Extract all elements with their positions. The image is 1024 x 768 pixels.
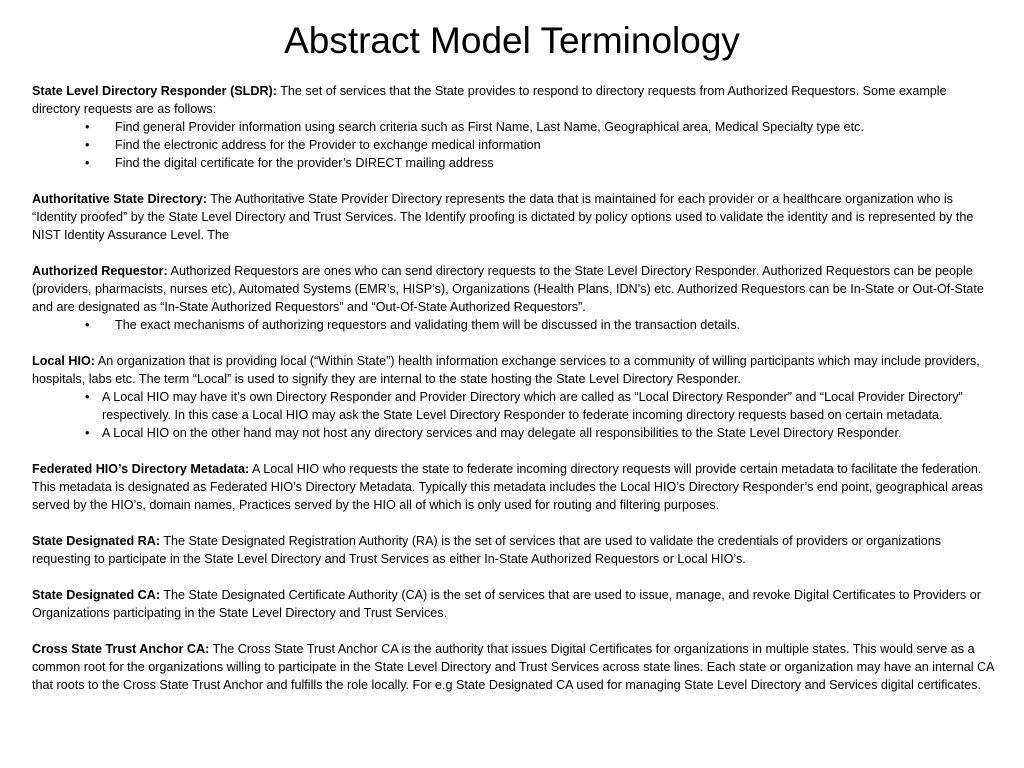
definition-term: State Designated RA: [32, 534, 161, 548]
definition-paragraph [32, 352, 998, 388]
definition-state-designated-ra [32, 532, 998, 568]
definition-term: Authoritative State Directory: [32, 192, 207, 206]
list-item-text: Find general Provider information using search criteria such as First Name, Last Name, Geographical area, Medical Specialty type etc. [115, 120, 864, 134]
bullet-icon: • [85, 318, 90, 332]
definition-paragraph [32, 586, 998, 622]
definition-text: An organization that is providing local (“Within State”) health information exchange services to a community of willing participants which may include providers, hospitals, labs etc. The term “Local” is used to signify they are internal to the state hosting the State Level Directory Responder. [32, 354, 980, 386]
definition-text: The State Designated Registration Authority (RA) is the set of services that are used to validate the credentials of providers or organizations requesting to participate in the State Level Directory and Trust Services as either In-State Authorized Requestors or Local HIO’s. [32, 534, 942, 566]
bullet-icon: • [85, 138, 90, 152]
slide-body [32, 82, 998, 712]
definition-federated-hio-metadata [32, 460, 998, 514]
definition-text: The State Designated Certificate Authority (CA) is the set of services that are used to issue, manage, and revoke Digital Certificates to Providers or Organizations participating in the State Level Directory and Trust Services. [32, 588, 981, 620]
definition-paragraph [32, 460, 998, 514]
definition-term: Authorized Requestor: [32, 264, 168, 278]
definition-text: The set of services that the State provides to respond to directory requests from Authorized Requestors. Some example directory requests are as follows: [32, 84, 947, 116]
definition-authoritative-state-directory [32, 190, 998, 244]
definition-sldr [32, 82, 998, 172]
list-item-text: Find the electronic address for the Provider to exchange medical information [115, 138, 541, 152]
definition-term: State Designated CA: [32, 588, 161, 602]
definition-paragraph [32, 640, 998, 694]
definition-text: A Local HIO who requests the state to federate incoming directory requests will provide certain metadata to facilitate the federation. This metadata is designated as Federated HIO’s Directory Metadata. Typically this metadata includes the Local HIO’s Directory Responder’s end point, geographical areas served by the HIO’s, domain names, Practices served by the HIO all of which is only used for routing and filtering purposes. [32, 462, 983, 512]
bullet-icon: • [85, 156, 90, 170]
list-item [32, 388, 998, 424]
definition-text: Authorized Requestors are ones who can send directory requests to the State Level Directory Responder. Authorized Requestors can be people (providers, pharmacists, nurses etc), Automated Systems (EMR’s, HISP’s), Organizations (Health Plans, IDN’s) etc. Authorized Requestors can be In-State or Out-Of-State and are designated as “In-State Authorized Requestors” and “Out-Of-State Authorized Requestors”. [32, 264, 984, 314]
list-item-text: The exact mechanisms of authorizing requestors and validating them will be discussed in the transaction details. [115, 318, 741, 332]
definition-paragraph [32, 190, 998, 244]
list-item [32, 118, 998, 136]
list-item-text: A Local HIO on the other hand may not host any directory services and may delegate all responsibilities to the State Level Directory Responder. [102, 426, 902, 440]
definition-cross-state-trust-anchor-ca [32, 640, 998, 694]
definition-authorized-requestor [32, 262, 998, 334]
bullet-icon: • [85, 390, 90, 404]
bullet-icon: • [85, 426, 90, 440]
slide-title: Abstract Model Terminology [284, 20, 740, 61]
definition-state-designated-ca [32, 586, 998, 622]
definition-term: Local HIO: [32, 354, 95, 368]
definition-paragraph [32, 82, 998, 118]
bullet-list [32, 118, 998, 172]
list-item-text: A Local HIO may have it’s own Directory Responder and Provider Directory which are called as “Local Directory Responder” and “Local Provider Directory” respectively. In this case a Local HIO may ask the State Level Directory Responder to federate incoming directory requests based on certain metadata. [102, 390, 963, 422]
list-item-text: Find the digital certificate for the provider’s DIRECT mailing address [115, 156, 494, 170]
definition-term: State Level Directory Responder (SLDR): [32, 84, 277, 98]
bullet-list [32, 388, 998, 442]
bullet-list [32, 316, 998, 334]
definition-paragraph [32, 262, 998, 316]
definition-text: The Authoritative State Provider Directory represents the data that is maintained for each provider or a healthcare organization who is “Identity proofed” by the State Level Directory and Trust Services. The Identify proofing is dictated by policy options used to validate the identity and is represented by the NIST Identity Assurance Level. The [32, 192, 974, 242]
list-item [32, 316, 998, 334]
list-item [32, 136, 998, 154]
list-item [32, 154, 998, 172]
definition-local-hio [32, 352, 998, 442]
definition-text: The Cross State Trust Anchor CA is the authority that issues Digital Certificates for organizations in multiple states. This would serve as a common root for the organizations willing to participate in the State Level Directory and Trust Services across state lines. Each state or organization may have an internal CA that roots to the Cross State Trust Anchor and fulfills the role locally. For e.g State Designated CA used for managing State Level Directory and Services digital certificates. [32, 642, 994, 692]
bullet-icon: • [85, 120, 90, 134]
definition-paragraph [32, 532, 998, 568]
definition-term: Federated HIO’s Directory Metadata: [32, 462, 250, 476]
definition-term: Cross State Trust Anchor CA: [32, 642, 210, 656]
list-item [32, 424, 998, 442]
